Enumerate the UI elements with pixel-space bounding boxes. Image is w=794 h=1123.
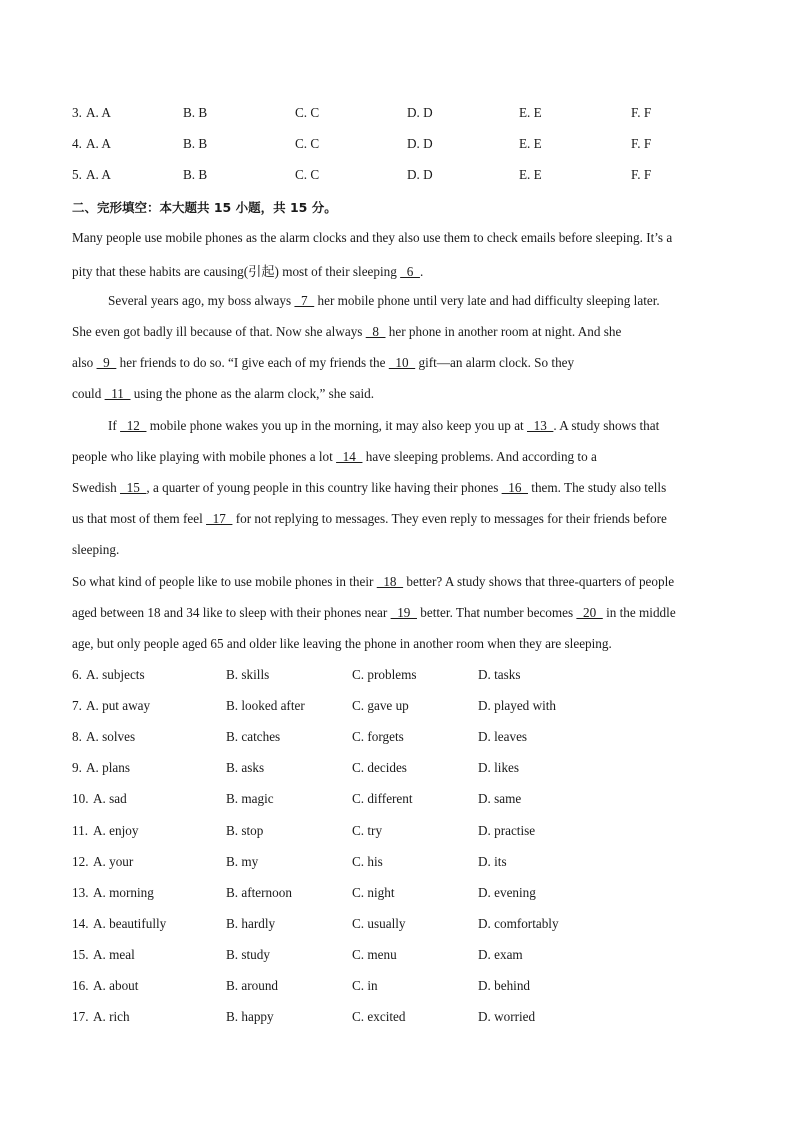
- passage-line: [72, 355, 722, 371]
- answer-blank: 17: [206, 511, 233, 526]
- question-number: 3.: [72, 105, 82, 120]
- answer-option: B. B: [183, 167, 208, 182]
- question-number: 14.: [72, 916, 89, 931]
- answer-option: D. worried: [478, 1009, 536, 1024]
- answer-option: B. skills: [226, 667, 270, 682]
- answer-blank: 6: [400, 264, 420, 279]
- answer-blank: 7: [294, 293, 315, 308]
- answer-option: C. C: [295, 167, 320, 182]
- passage-line: [72, 480, 722, 496]
- answer-option: A. enjoy: [93, 823, 139, 838]
- answer-option: A. plans: [86, 760, 130, 775]
- answer-option: B. stop: [226, 823, 264, 838]
- answer-blank: 9: [96, 355, 117, 370]
- passage-text: Many people use mobile phones as the alarm clocks and they also use them to check emails before sleeping. It’s a: [72, 230, 673, 245]
- answer-option: A. A: [86, 136, 111, 151]
- passage-text: us that most of them feel: [72, 511, 207, 526]
- answer-option: C. excited: [352, 1009, 406, 1024]
- question-number: 6.: [72, 667, 82, 682]
- answer-option: B. hardly: [226, 916, 276, 931]
- passage-text: .: [419, 264, 424, 279]
- answer-blank: 16: [501, 480, 528, 495]
- passage-text: . A study shows that: [553, 418, 660, 433]
- answer-option: C. C: [295, 105, 320, 120]
- passage-text: If: [108, 418, 121, 433]
- section-title: 二、完形填空：本大题共 15 小题，共 15 分。: [72, 200, 337, 215]
- answer-option: C. menu: [352, 947, 397, 962]
- passage-text: could: [72, 386, 105, 401]
- answer-option: A. put away: [86, 698, 151, 713]
- answer-option: E. E: [519, 136, 542, 151]
- answer-option: D. D: [407, 105, 433, 120]
- answer-option: D. D: [407, 167, 433, 182]
- answer-option: C. C: [295, 136, 320, 151]
- passage-line: [72, 511, 722, 527]
- answer-blank: 13: [527, 418, 554, 433]
- answer-option: D. behind: [478, 978, 531, 993]
- answer-option: F. F: [631, 105, 652, 120]
- answer-option: A. A: [86, 105, 111, 120]
- passage-text: using the phone as the alarm clock,” she said.: [130, 386, 375, 401]
- answer-option: B. B: [183, 105, 208, 120]
- passage-text: for not replying to messages. They even reply to messages for their friends before: [232, 511, 667, 526]
- answer-option: F. F: [631, 136, 652, 151]
- passage-text: people who like playing with mobile phones a lot: [72, 449, 337, 464]
- passage-text: Swedish: [72, 480, 120, 495]
- answer-option: B. magic: [226, 791, 274, 806]
- answer-option: B. afternoon: [226, 885, 292, 900]
- answer-option: B. asks: [226, 760, 265, 775]
- answer-option: A. about: [93, 978, 139, 993]
- answer-option: C. usually: [352, 916, 406, 931]
- answer-option: E. E: [519, 105, 542, 120]
- answer-option: C. forgets: [352, 729, 404, 744]
- answer-blank: 18: [376, 574, 404, 589]
- answer-blank: 19: [390, 605, 417, 620]
- answer-blank: 11: [104, 386, 131, 401]
- passage-line: [72, 261, 722, 280]
- passage-text: them. The study also tells: [528, 480, 667, 495]
- passage-text: She even got badly ill because of that. Now she always: [72, 324, 366, 339]
- answer-option: A. morning: [93, 885, 154, 900]
- passage-text: age, but only people aged 65 and older like leaving the phone in another room when they are sleeping.: [72, 636, 612, 651]
- passage-text: her phone in another room at night. And she: [385, 324, 622, 339]
- answer-option: D. comfortably: [478, 916, 559, 931]
- passage-line: [108, 293, 722, 309]
- passage-line: [72, 636, 722, 652]
- answer-option: A. beautifully: [93, 916, 167, 931]
- answer-option: A. meal: [93, 947, 135, 962]
- answer-option: C. try: [352, 823, 383, 838]
- answer-option: C. different: [352, 791, 413, 806]
- answer-option: C. decides: [352, 760, 407, 775]
- question-number: 5.: [72, 167, 82, 182]
- answer-option: B. happy: [226, 1009, 274, 1024]
- question-number: 17.: [72, 1009, 89, 1024]
- answer-option: D. exam: [478, 947, 523, 962]
- answer-option: D. its: [478, 854, 507, 869]
- passage-line: [72, 574, 722, 590]
- answer-option: D. tasks: [478, 667, 521, 682]
- passage-line: [72, 230, 722, 246]
- passage-text: better. That number becomes: [416, 605, 577, 620]
- answer-option: D. same: [478, 791, 522, 806]
- answer-option: E. E: [519, 167, 542, 182]
- question-number: 12.: [72, 854, 89, 869]
- answer-blank: 10: [388, 355, 416, 370]
- question-number: 9.: [72, 760, 82, 775]
- answer-option: C. night: [352, 885, 395, 900]
- answer-blank: 15: [120, 480, 147, 495]
- question-number: 16.: [72, 978, 89, 993]
- passage-text: , a quarter of young people in this country like having their phones: [146, 480, 502, 495]
- passage-line: [72, 605, 722, 621]
- passage-text: have sleeping problems. And according to a: [362, 449, 597, 464]
- passage-line: [108, 418, 722, 434]
- passage-text: aged between 18 and 34 like to sleep with their phones near: [72, 605, 391, 620]
- answer-option: A. rich: [93, 1009, 130, 1024]
- passage-text: Several years ago, my boss always: [108, 293, 295, 308]
- passage-line: [72, 542, 722, 558]
- answer-option: C. problems: [352, 667, 417, 682]
- passage-line: [72, 324, 722, 340]
- answer-option: B. catches: [226, 729, 281, 744]
- answer-option: D. D: [407, 136, 433, 151]
- answer-blank: 12: [120, 418, 147, 433]
- answer-option: A. your: [93, 854, 134, 869]
- answer-option: A. subjects: [86, 667, 145, 682]
- question-number: 11.: [72, 823, 88, 838]
- answer-blank: 20: [576, 605, 603, 620]
- passage-text: So what kind of people like to use mobile phones in their: [72, 574, 377, 589]
- answer-option: D. practise: [478, 823, 536, 838]
- answer-option: D. likes: [478, 760, 520, 775]
- answer-blank: 14: [336, 449, 363, 464]
- answer-option: C. gave up: [352, 698, 409, 713]
- answer-option: A. A: [86, 167, 111, 182]
- answer-option: B. B: [183, 136, 208, 151]
- question-number: 10.: [72, 791, 89, 806]
- answer-option: B. around: [226, 978, 279, 993]
- passage-text: mobile phone wakes you up in the morning, it may also keep you up at: [146, 418, 528, 433]
- question-number: 8.: [72, 729, 82, 744]
- answer-option: B. looked after: [226, 698, 305, 713]
- answer-option: D. played with: [478, 698, 557, 713]
- passage-text: pity that these habits are causing(引起) most of their sleeping: [72, 264, 401, 279]
- answer-option: D. leaves: [478, 729, 528, 744]
- question-number: 7.: [72, 698, 82, 713]
- answer-blank: 8: [365, 324, 386, 339]
- question-number: 13.: [72, 885, 89, 900]
- answer-option: A. sad: [93, 791, 127, 806]
- answer-option: B. my: [226, 854, 259, 869]
- answer-option: A. solves: [86, 729, 136, 744]
- passage-text: gift—an alarm clock. So they: [415, 355, 575, 370]
- passage-text: sleeping.: [72, 542, 120, 557]
- passage-text: better? A study shows that three-quarters of people: [403, 574, 675, 589]
- answer-option: D. evening: [478, 885, 536, 900]
- passage-text: her friends to do so. “I give each of my friends the: [116, 355, 389, 370]
- answer-option: F. F: [631, 167, 652, 182]
- answer-option: B. study: [226, 947, 270, 962]
- passage-line: [72, 386, 722, 402]
- question-number: 4.: [72, 136, 82, 151]
- passage-text: her mobile phone until very late and had difficulty sleeping later.: [314, 293, 660, 308]
- answer-option: C. his: [352, 854, 383, 869]
- passage-line: [72, 449, 722, 465]
- passage-text: also: [72, 355, 97, 370]
- passage-text: in the middle: [602, 605, 676, 620]
- answer-option: C. in: [352, 978, 378, 993]
- question-number: 15.: [72, 947, 89, 962]
